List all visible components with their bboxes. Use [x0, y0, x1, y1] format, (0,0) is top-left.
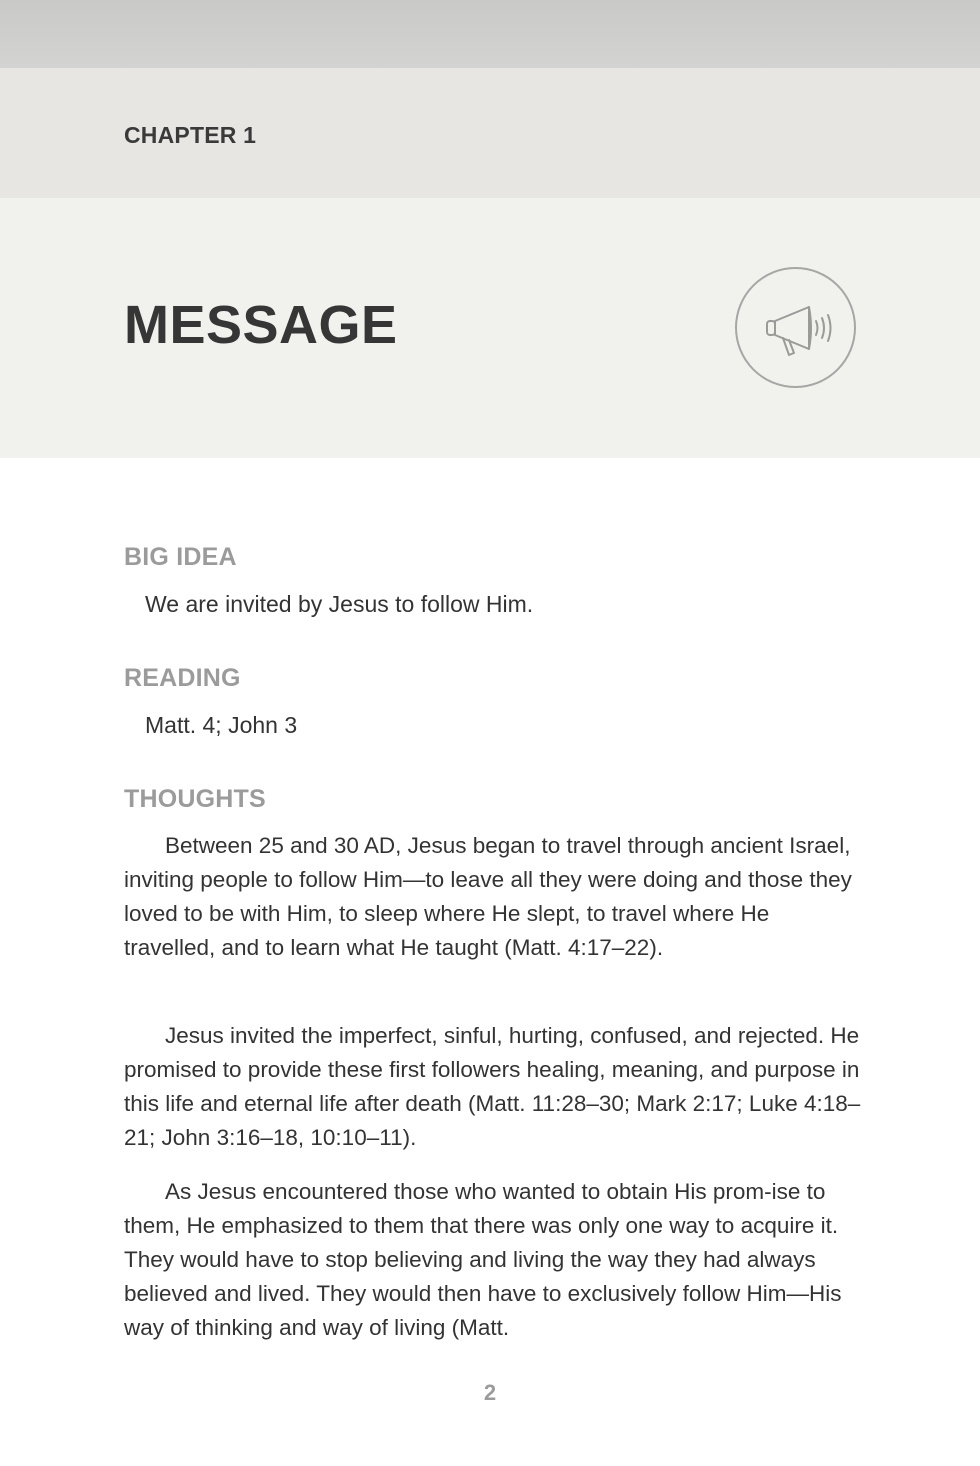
chapter-label: CHAPTER 1	[124, 122, 257, 148]
thoughts-paragraph: Jesus invited the imperfect, sinful, hurting, confused, and rejected. He promised to provide these first followers healing, meaning, and purpose in this life and eternal life after death (Matt. 11:28–30; Mark 2:17; Luke 4:18–21; John 3:16–18, 10:10–11).	[124, 1023, 861, 1150]
thoughts-paragraph: Between 25 and 30 AD, Jesus began to travel through ancient Israel, inviting people to follow Him—to leave all they were doing and those they loved to be with Him, to sleep where He slept, to travel where He travelled, and to learn what He taught (Matt. 4:17–22).	[124, 833, 852, 960]
page-number: 2	[483, 1380, 497, 1405]
big-idea-heading: BIG IDEA	[124, 543, 237, 571]
reading-heading: READING	[124, 664, 241, 692]
reading-text: Matt. 4; John 3	[145, 712, 298, 738]
top-strip	[0, 0, 980, 68]
big-idea-text: We are invited by Jesus to follow Him.	[145, 591, 534, 617]
chapter-band	[0, 68, 980, 198]
megaphone-icon	[735, 267, 856, 388]
thoughts-heading: THOUGHTS	[124, 785, 266, 813]
page-title: MESSAGE	[124, 295, 398, 355]
thoughts-paragraph: As Jesus encountered those who wanted to obtain His prom-ise to them, He emphasized to them that there was only one way to acquire it. They would have to stop believing and living the way they had always believed and lived. They would then have to exclusively follow Him—His way of thinking and way of living (Matt.	[124, 1179, 842, 1340]
title-band	[0, 198, 980, 458]
